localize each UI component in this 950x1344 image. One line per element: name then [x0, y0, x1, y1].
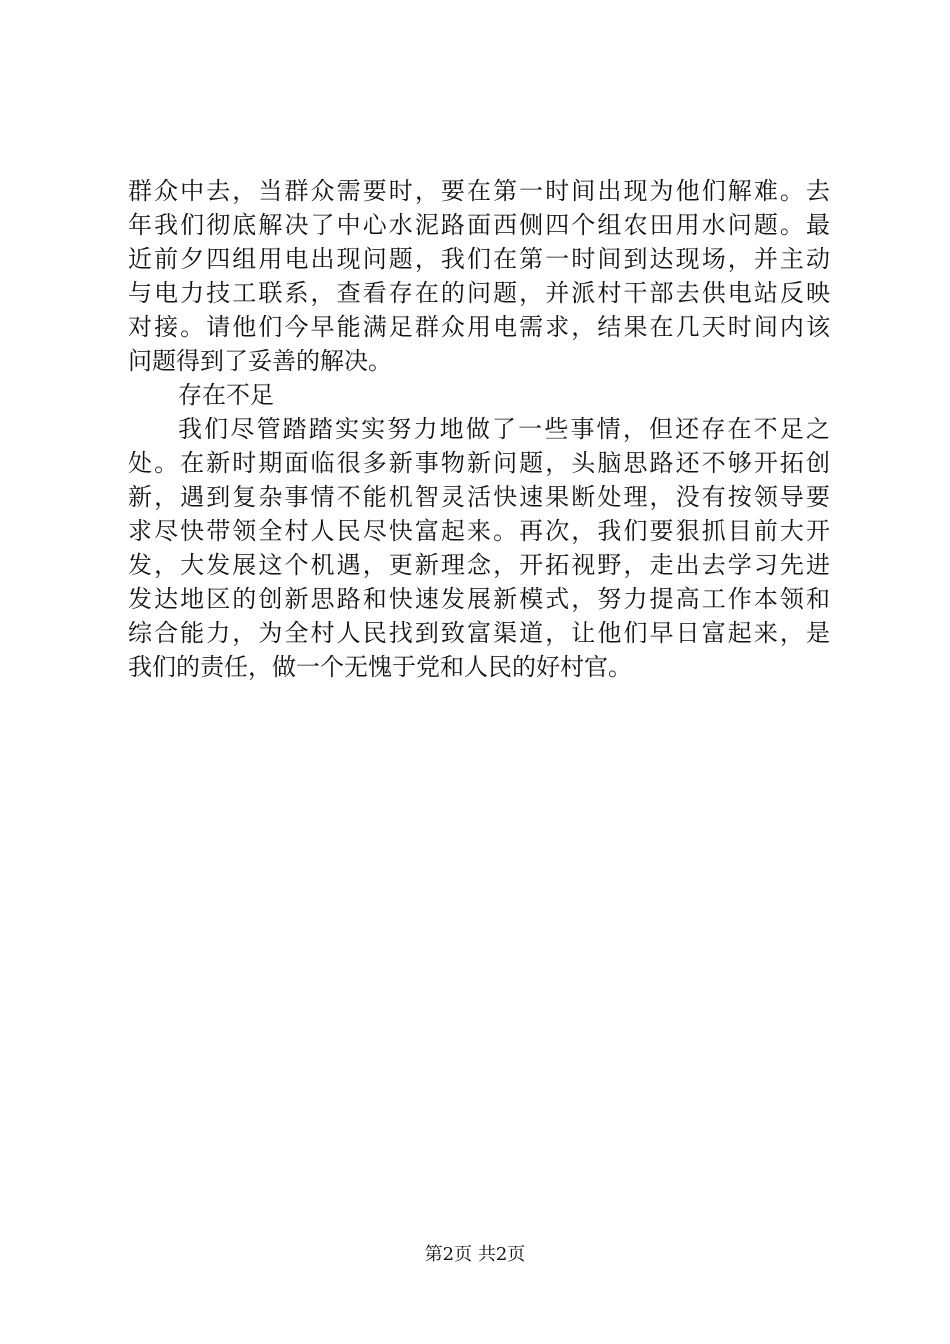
- text-line: 与电力技工联系，查看存在的问题，并派村干部去供电站反映: [128, 279, 830, 307]
- text-line: 我们的责任，做一个无愧于党和人民的好村官。: [128, 653, 632, 681]
- text-line: 求尽快带领全村人民尽快富起来。再次，我们要狠抓目前大开: [128, 517, 830, 545]
- text-line: 年我们彻底解决了中心水泥路面西侧四个组农田用水问题。最: [128, 211, 830, 239]
- text-line: 问题得到了妥善的解决。: [128, 347, 392, 375]
- text-line: 综合能力，为全村人民找到致富渠道，让他们早日富起来，是: [128, 619, 830, 647]
- text-line: 近前夕四组用电出现问题，我们在第一时间到达现场，并主动: [128, 245, 830, 273]
- text-line: 新，遇到复杂事情不能机智灵活快速果断处理，没有按领导要: [128, 483, 830, 511]
- page-number-label: 第2页 共2页: [424, 1244, 526, 1265]
- text-line: 发达地区的创新思路和快速发展新模式，努力提高工作本领和: [128, 585, 830, 613]
- document-body: [128, 174, 830, 684]
- text-line: 发，大发展这个机遇，更新理念，开拓视野，走出去学习先进: [128, 551, 830, 579]
- page-footer: [0, 1243, 950, 1267]
- text-line: 对接。请他们今早能满足群众用电需求，结果在几天时间内该: [128, 313, 830, 341]
- text-line: 群众中去，当群众需要时，要在第一时间出现为他们解难。去: [128, 177, 830, 205]
- text-line: 处。在新时期面临很多新事物新问题，头脑思路还不够开拓创: [128, 449, 830, 477]
- text-line: 我们尽管踏踏实实努力地做了一些事情，但还存在不足之: [178, 415, 830, 443]
- section-heading: 存在不足: [178, 381, 274, 409]
